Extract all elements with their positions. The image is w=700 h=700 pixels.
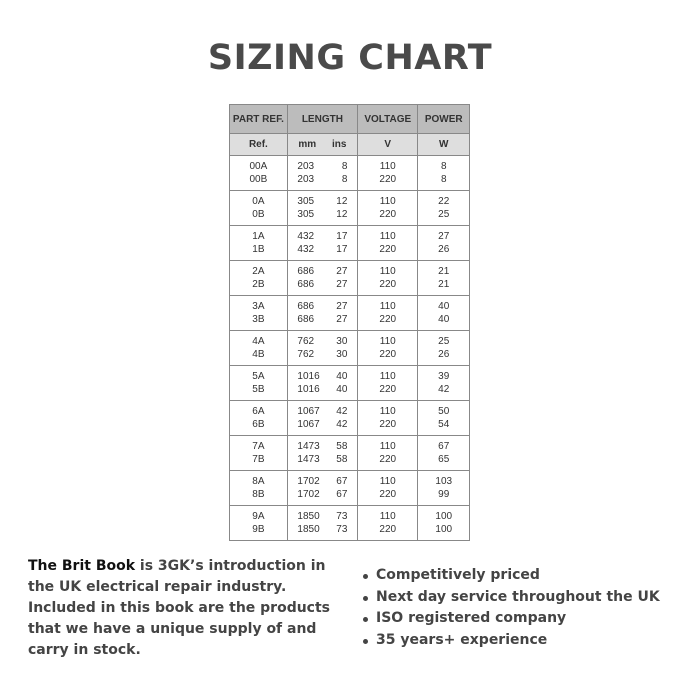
intro-paragraph bbox=[28, 556, 338, 661]
unit-mm: mm bbox=[298, 139, 317, 150]
voltage-value: 220 bbox=[379, 489, 397, 500]
power-value: 67 bbox=[438, 441, 450, 452]
length-mm-value: 1016 bbox=[297, 384, 320, 395]
voltage-value: 110 bbox=[379, 441, 396, 452]
length-ins-value: 40 bbox=[336, 384, 348, 395]
cell-part-ref bbox=[230, 296, 288, 331]
table-row bbox=[230, 436, 470, 471]
cell-power bbox=[418, 471, 470, 506]
length-line bbox=[288, 405, 357, 418]
voltage-value: 220 bbox=[379, 349, 397, 360]
length-mm-value: 762 bbox=[297, 336, 315, 347]
length-ins-value: 42 bbox=[336, 419, 348, 430]
table-body bbox=[230, 156, 470, 541]
cell-part-ref bbox=[230, 331, 288, 366]
voltage-value: 220 bbox=[379, 244, 397, 255]
length-mm-value: 432 bbox=[297, 244, 315, 255]
cell-part-ref bbox=[230, 156, 288, 191]
part-ref-value: 2B bbox=[252, 279, 265, 290]
length-ins-value: 73 bbox=[336, 524, 348, 535]
length-mm-value: 1016 bbox=[297, 371, 320, 382]
length-mm-value: 762 bbox=[297, 349, 315, 360]
feature-item: ISO registered company bbox=[360, 608, 660, 630]
length-line bbox=[288, 265, 357, 278]
power-value: 100 bbox=[435, 524, 453, 535]
cell-voltage bbox=[358, 156, 418, 191]
voltage-value: 220 bbox=[379, 279, 397, 290]
cell-power bbox=[418, 506, 470, 541]
cell-voltage bbox=[358, 331, 418, 366]
cell-length bbox=[287, 156, 357, 191]
part-ref-value: 6A bbox=[252, 406, 265, 417]
cell-power bbox=[418, 156, 470, 191]
power-value: 65 bbox=[438, 454, 450, 465]
features-list bbox=[360, 565, 660, 651]
cell-power bbox=[418, 366, 470, 401]
power-value: 40 bbox=[438, 301, 450, 312]
feature-item: Competitively priced bbox=[360, 565, 660, 587]
part-ref-value: 8A bbox=[252, 476, 265, 487]
power-value: 26 bbox=[438, 349, 450, 360]
length-mm-value: 686 bbox=[297, 266, 315, 277]
cell-voltage bbox=[358, 471, 418, 506]
length-line bbox=[288, 243, 357, 256]
cell-length bbox=[287, 401, 357, 436]
length-ins-value: 27 bbox=[336, 279, 348, 290]
length-line bbox=[288, 383, 357, 396]
length-line bbox=[288, 440, 357, 453]
feature-item: 35 years+ experience bbox=[360, 630, 660, 652]
part-ref-value: 9B bbox=[252, 524, 265, 535]
cell-power bbox=[418, 436, 470, 471]
length-ins-value: 73 bbox=[336, 511, 348, 522]
part-ref-value: 1B bbox=[252, 244, 265, 255]
length-line bbox=[288, 453, 357, 466]
part-ref-value: 7A bbox=[252, 441, 265, 452]
length-ins-value: 30 bbox=[336, 336, 348, 347]
power-value: 99 bbox=[438, 489, 450, 500]
cell-length bbox=[287, 226, 357, 261]
power-value: 22 bbox=[438, 196, 450, 207]
part-ref-value: 4A bbox=[252, 336, 265, 347]
length-ins-value: 58 bbox=[336, 454, 348, 465]
cell-power bbox=[418, 261, 470, 296]
voltage-value: 220 bbox=[379, 314, 397, 325]
part-ref-value: 7B bbox=[252, 454, 265, 465]
length-mm-value: 1067 bbox=[297, 406, 320, 417]
length-ins-value: 27 bbox=[336, 266, 348, 277]
part-ref-value: 6B bbox=[252, 419, 265, 430]
length-line bbox=[288, 208, 357, 221]
cell-length bbox=[287, 191, 357, 226]
length-line bbox=[288, 313, 357, 326]
length-mm-value: 203 bbox=[297, 161, 315, 172]
brand-name: The Brit Book bbox=[28, 558, 136, 574]
cell-voltage bbox=[358, 191, 418, 226]
voltage-value: 110 bbox=[379, 301, 396, 312]
cell-voltage bbox=[358, 436, 418, 471]
cell-part-ref bbox=[230, 226, 288, 261]
cell-length bbox=[287, 261, 357, 296]
part-ref-value: 0A bbox=[252, 196, 265, 207]
length-ins-value: 30 bbox=[336, 349, 348, 360]
length-mm-value: 1473 bbox=[297, 441, 320, 452]
voltage-value: 110 bbox=[379, 371, 396, 382]
voltage-value: 110 bbox=[379, 161, 396, 172]
power-value: 103 bbox=[435, 476, 453, 487]
part-ref-value: 4B bbox=[252, 349, 265, 360]
part-ref-value: 5A bbox=[252, 371, 265, 382]
cell-power bbox=[418, 296, 470, 331]
part-ref-value: 8B bbox=[252, 489, 265, 500]
unit-voltage: V bbox=[358, 134, 418, 156]
length-ins-value: 8 bbox=[341, 161, 348, 172]
cell-part-ref bbox=[230, 261, 288, 296]
length-ins-value: 12 bbox=[336, 209, 348, 220]
cell-voltage bbox=[358, 506, 418, 541]
voltage-value: 110 bbox=[379, 511, 396, 522]
length-line bbox=[288, 348, 357, 361]
table-row bbox=[230, 296, 470, 331]
part-ref-value: 00A bbox=[249, 161, 268, 172]
length-ins-value: 17 bbox=[336, 244, 348, 255]
length-mm-value: 305 bbox=[297, 196, 315, 207]
part-ref-value: 9A bbox=[252, 511, 265, 522]
length-line bbox=[288, 195, 357, 208]
length-mm-value: 686 bbox=[297, 279, 315, 290]
voltage-value: 220 bbox=[379, 419, 397, 430]
table-row bbox=[230, 401, 470, 436]
length-mm-value: 1702 bbox=[297, 476, 320, 487]
cell-part-ref bbox=[230, 506, 288, 541]
power-value: 26 bbox=[438, 244, 450, 255]
cell-length bbox=[287, 331, 357, 366]
power-value: 100 bbox=[435, 511, 453, 522]
cell-part-ref bbox=[230, 401, 288, 436]
length-ins-value: 40 bbox=[336, 371, 348, 382]
length-mm-value: 203 bbox=[297, 174, 315, 185]
cell-length bbox=[287, 366, 357, 401]
page-title: SIZING CHART bbox=[207, 38, 493, 78]
length-mm-value: 1702 bbox=[297, 489, 320, 500]
cell-power bbox=[418, 331, 470, 366]
cell-voltage bbox=[358, 296, 418, 331]
length-mm-value: 1473 bbox=[297, 454, 320, 465]
header-power: POWER bbox=[418, 105, 470, 134]
cell-power bbox=[418, 191, 470, 226]
unit-length bbox=[287, 134, 357, 156]
cell-part-ref bbox=[230, 191, 288, 226]
power-value: 54 bbox=[438, 419, 450, 430]
power-value: 27 bbox=[438, 231, 450, 242]
length-line bbox=[288, 510, 357, 523]
part-ref-value: 2A bbox=[252, 266, 265, 277]
length-mm-value: 1067 bbox=[297, 419, 320, 430]
part-ref-value: 1A bbox=[252, 231, 265, 242]
cell-length bbox=[287, 471, 357, 506]
length-mm-value: 686 bbox=[297, 301, 315, 312]
length-ins-value: 12 bbox=[336, 196, 348, 207]
table-header-row bbox=[230, 105, 470, 134]
part-ref-value: 3B bbox=[252, 314, 265, 325]
length-line bbox=[288, 335, 357, 348]
power-value: 8 bbox=[440, 161, 447, 172]
table-row bbox=[230, 261, 470, 296]
part-ref-value: 3A bbox=[252, 301, 265, 312]
part-ref-value: 0B bbox=[252, 209, 265, 220]
length-line bbox=[288, 278, 357, 291]
length-mm-value: 1850 bbox=[297, 511, 320, 522]
table-row bbox=[230, 191, 470, 226]
cell-voltage bbox=[358, 366, 418, 401]
feature-item: Next day service throughout the UK bbox=[360, 587, 660, 609]
table-row bbox=[230, 506, 470, 541]
table-row bbox=[230, 156, 470, 191]
power-value: 40 bbox=[438, 314, 450, 325]
power-value: 50 bbox=[438, 406, 450, 417]
header-part-ref: PART REF. bbox=[230, 105, 288, 134]
voltage-value: 220 bbox=[379, 384, 397, 395]
power-value: 39 bbox=[438, 371, 450, 382]
power-value: 21 bbox=[438, 279, 450, 290]
length-line bbox=[288, 488, 357, 501]
length-ins-value: 42 bbox=[336, 406, 348, 417]
voltage-value: 110 bbox=[379, 266, 396, 277]
length-ins-value: 27 bbox=[336, 301, 348, 312]
voltage-value: 110 bbox=[379, 231, 396, 242]
table-row bbox=[230, 366, 470, 401]
table-row bbox=[230, 331, 470, 366]
power-value: 21 bbox=[438, 266, 450, 277]
unit-ins: ins bbox=[331, 139, 347, 150]
voltage-value: 220 bbox=[379, 454, 397, 465]
table-row bbox=[230, 226, 470, 261]
length-mm-value: 686 bbox=[297, 314, 315, 325]
voltage-value: 110 bbox=[379, 196, 396, 207]
table-units-row bbox=[230, 134, 470, 156]
length-mm-value: 1850 bbox=[297, 524, 320, 535]
length-ins-value: 27 bbox=[336, 314, 348, 325]
cell-power bbox=[418, 401, 470, 436]
length-line bbox=[288, 523, 357, 536]
cell-length bbox=[287, 296, 357, 331]
cell-length bbox=[287, 506, 357, 541]
part-ref-value: 5B bbox=[252, 384, 265, 395]
length-line bbox=[288, 475, 357, 488]
unit-ref: Ref. bbox=[230, 134, 288, 156]
part-ref-value: 00B bbox=[249, 174, 268, 185]
length-line bbox=[288, 173, 357, 186]
intro-text: is 3GK’s introduction in the UK electrical repair industry. Included in this book are the products that we have a unique supply of and carry in stock. bbox=[28, 558, 331, 658]
voltage-value: 110 bbox=[379, 406, 396, 417]
length-line bbox=[288, 370, 357, 383]
length-line bbox=[288, 300, 357, 313]
cell-part-ref bbox=[230, 436, 288, 471]
power-value: 25 bbox=[438, 209, 450, 220]
table-row bbox=[230, 471, 470, 506]
cell-voltage bbox=[358, 401, 418, 436]
power-value: 25 bbox=[438, 336, 450, 347]
power-value: 8 bbox=[440, 174, 447, 185]
header-length: LENGTH bbox=[287, 105, 357, 134]
unit-power: W bbox=[418, 134, 470, 156]
header-voltage: VOLTAGE bbox=[358, 105, 418, 134]
length-ins-value: 67 bbox=[336, 476, 348, 487]
length-line bbox=[288, 230, 357, 243]
length-ins-value: 67 bbox=[336, 489, 348, 500]
voltage-value: 220 bbox=[379, 174, 397, 185]
voltage-value: 220 bbox=[379, 524, 397, 535]
length-mm-value: 305 bbox=[297, 209, 315, 220]
length-line bbox=[288, 160, 357, 173]
length-ins-value: 8 bbox=[341, 174, 348, 185]
length-line bbox=[288, 418, 357, 431]
voltage-value: 110 bbox=[379, 476, 396, 487]
sizing-table bbox=[229, 104, 470, 541]
cell-power bbox=[418, 226, 470, 261]
length-ins-value: 17 bbox=[336, 231, 348, 242]
power-value: 42 bbox=[438, 384, 450, 395]
cell-part-ref bbox=[230, 366, 288, 401]
length-ins-value: 58 bbox=[336, 441, 348, 452]
voltage-value: 220 bbox=[379, 209, 397, 220]
length-mm-value: 432 bbox=[297, 231, 315, 242]
cell-voltage bbox=[358, 261, 418, 296]
cell-length bbox=[287, 436, 357, 471]
voltage-value: 110 bbox=[379, 336, 396, 347]
cell-voltage bbox=[358, 226, 418, 261]
cell-part-ref bbox=[230, 471, 288, 506]
